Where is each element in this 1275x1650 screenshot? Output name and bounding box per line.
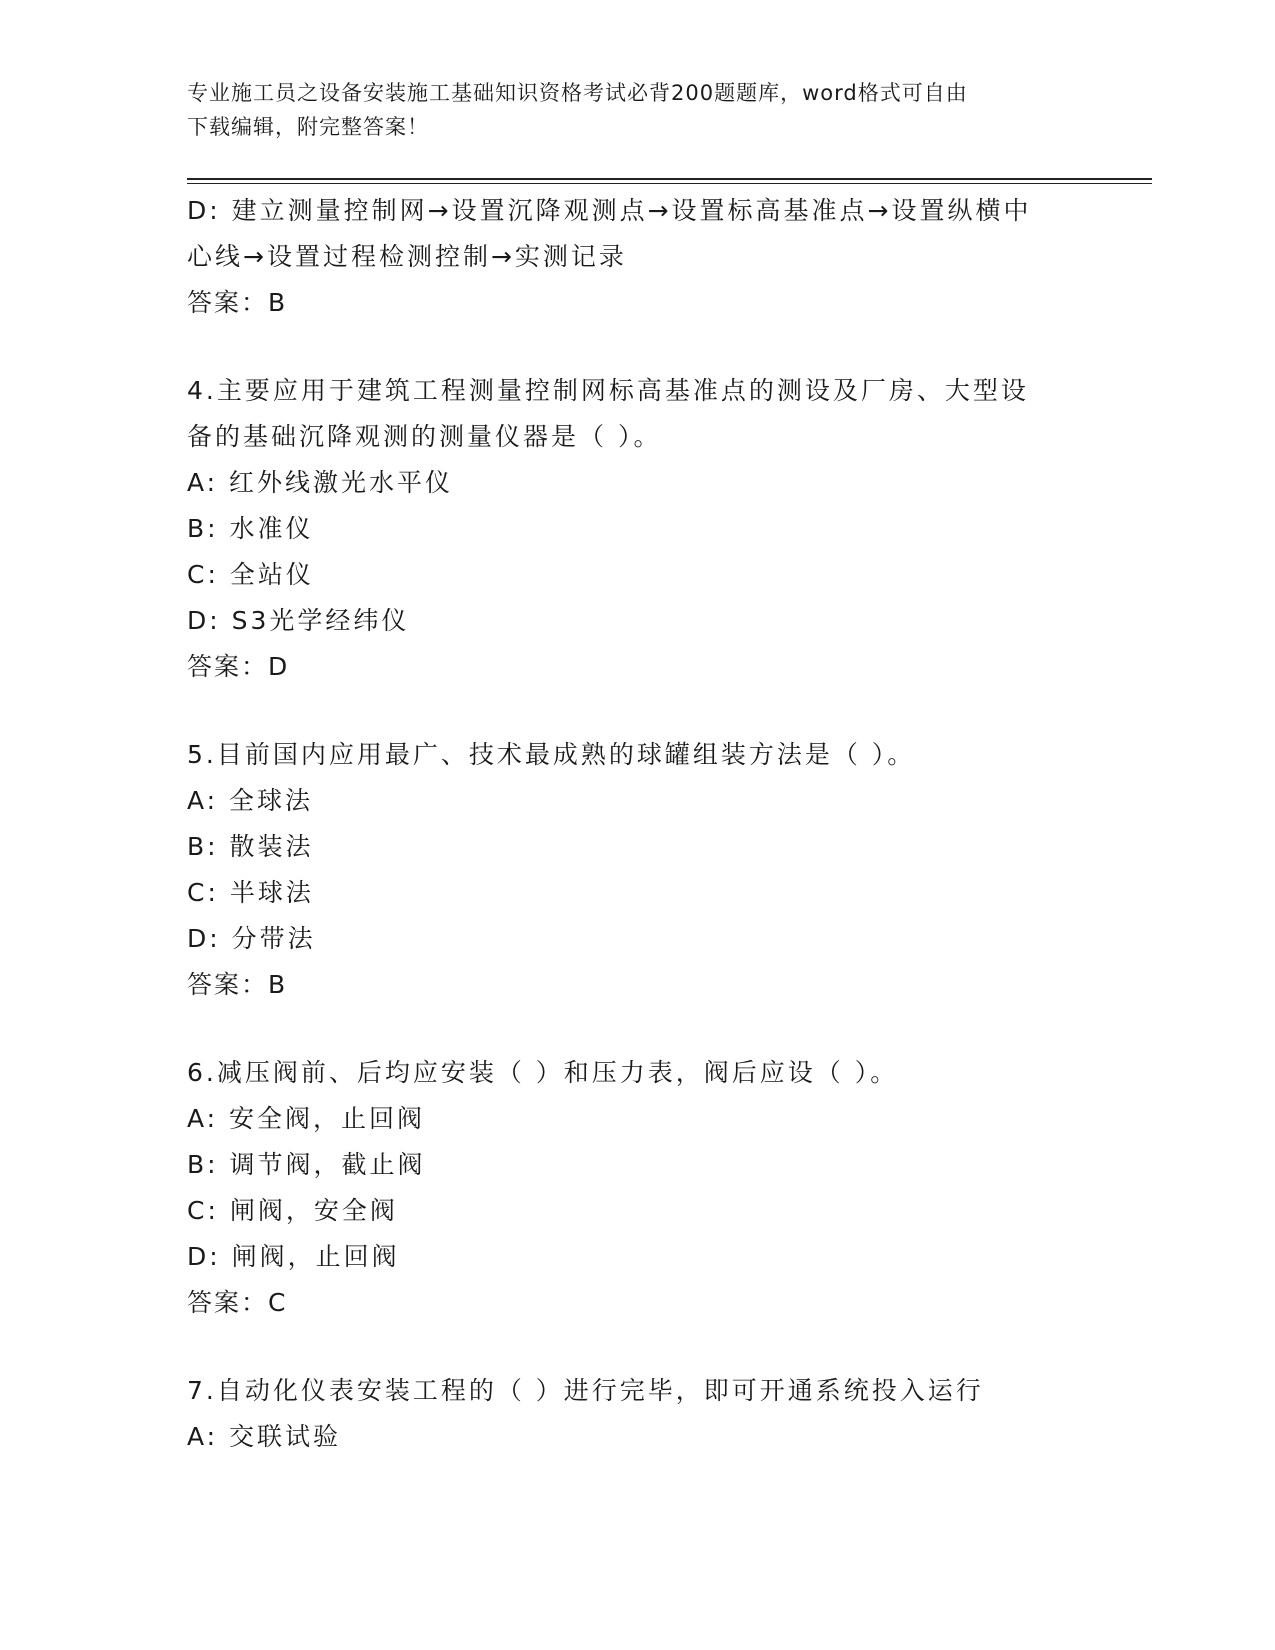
answer-label: 答案：C (187, 1288, 288, 1317)
option-b: B: 水准仪 (187, 514, 314, 543)
answer-label: 答案：B (187, 970, 288, 999)
option-b: B: 散装法 (187, 832, 314, 861)
option-d-line-2: 心线→设置过程检测控制→实测记录 (187, 242, 627, 271)
option-c: C: 全站仪 (187, 560, 314, 589)
option-b: B: 调节阀，截止阀 (187, 1150, 426, 1179)
document-header (187, 76, 1087, 144)
spacer (187, 326, 1087, 368)
option-a: A: 交联试验 (187, 1422, 342, 1451)
question-block-3-tail (187, 188, 1087, 326)
spacer (187, 1008, 1087, 1050)
question-block-6 (187, 1050, 1087, 1326)
answer-label: 答案：D (187, 652, 290, 681)
option-d-line-1: D: 建立测量控制网→设置沉降观测点→设置标高基准点→设置纵横中 (187, 196, 1032, 225)
option-c: C: 半球法 (187, 878, 314, 907)
question-block-7 (187, 1368, 1087, 1460)
question-list (187, 188, 1087, 1460)
option-a: A: 全球法 (187, 786, 314, 815)
spacer (187, 1326, 1087, 1368)
option-d: D: 闸阀，止回阀 (187, 1242, 400, 1271)
question-stem-line-1: 7.自动化仪表安装工程的（ ）进行完毕，即可开通系统投入运行 (187, 1376, 984, 1405)
question-stem-line-1: 4.主要应用于建筑工程测量控制网标高基准点的测设及厂房、大型设 (187, 376, 1029, 405)
question-stem-line-2: 备的基础沉降观测的测量仪器是（ ）。 (187, 422, 662, 451)
question-block-5 (187, 732, 1087, 1008)
header-line-1: 专业施工员之设备安装施工基础知识资格考试必背200题题库，word格式可自由 (187, 81, 968, 105)
header-divider-thin (187, 183, 1152, 184)
answer-label: 答案：B (187, 288, 288, 317)
question-stem-line-1: 5.目前国内应用最广、技术最成熟的球罐组装方法是（ ）。 (187, 740, 916, 769)
option-a: A: 红外线激光水平仪 (187, 468, 454, 497)
spacer (187, 690, 1087, 732)
option-d: D: S3光学经纬仪 (187, 606, 410, 635)
header-line-2: 下载编辑，附完整答案！ (187, 115, 429, 139)
option-d: D: 分带法 (187, 924, 316, 953)
option-c: C: 闸阀，安全阀 (187, 1196, 398, 1225)
option-a: A: 安全阀，止回阀 (187, 1104, 426, 1133)
header-divider-thick (187, 178, 1152, 180)
question-stem-line-1: 6.减压阀前、后均应安装（ ）和压力表，阀后应设（ ）。 (187, 1058, 899, 1087)
question-block-4 (187, 368, 1087, 690)
